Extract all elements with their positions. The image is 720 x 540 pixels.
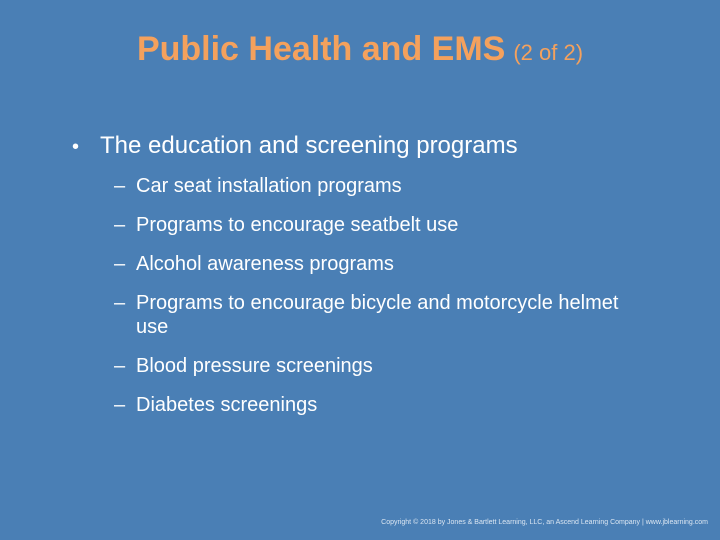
- bullet-icon: •: [72, 136, 80, 158]
- dash-icon: –: [114, 292, 126, 314]
- sub-bullet-list: [114, 174, 656, 432]
- copyright-footer: Copyright © 2018 by Jones & Bartlett Learning, LLC, an Ascend Learning Company | www.jblearning.com: [381, 519, 708, 526]
- main-bullet: [72, 132, 518, 160]
- sub-bullet-item: [114, 354, 656, 378]
- sub-bullet-text: Blood pressure screenings: [136, 355, 373, 377]
- dash-icon: –: [114, 355, 126, 377]
- dash-icon: –: [114, 214, 126, 236]
- dash-icon: –: [114, 253, 126, 275]
- sub-bullet-item: [114, 252, 656, 276]
- slide-title: [0, 30, 720, 69]
- sub-bullet-text: Programs to encourage seatbelt use: [136, 214, 459, 236]
- sub-bullet-item: [114, 174, 656, 198]
- main-bullet-text: The education and screening programs: [100, 132, 518, 159]
- dash-icon: –: [114, 175, 126, 197]
- sub-bullet-text: Programs to encourage bicycle and motorcycle helmet use: [136, 292, 619, 338]
- sub-bullet-text: Diabetes screenings: [136, 394, 318, 416]
- sub-bullet-item: [114, 393, 656, 417]
- sub-bullet-item: [114, 291, 656, 339]
- sub-bullet-item: [114, 213, 656, 237]
- sub-bullet-text: Car seat installation programs: [136, 175, 402, 197]
- sub-bullet-text: Alcohol awareness programs: [136, 253, 394, 275]
- dash-icon: –: [114, 394, 126, 416]
- slide-title-sub: (2 of 2): [513, 40, 584, 65]
- slide-title-main: Public Health and EMS: [136, 30, 506, 68]
